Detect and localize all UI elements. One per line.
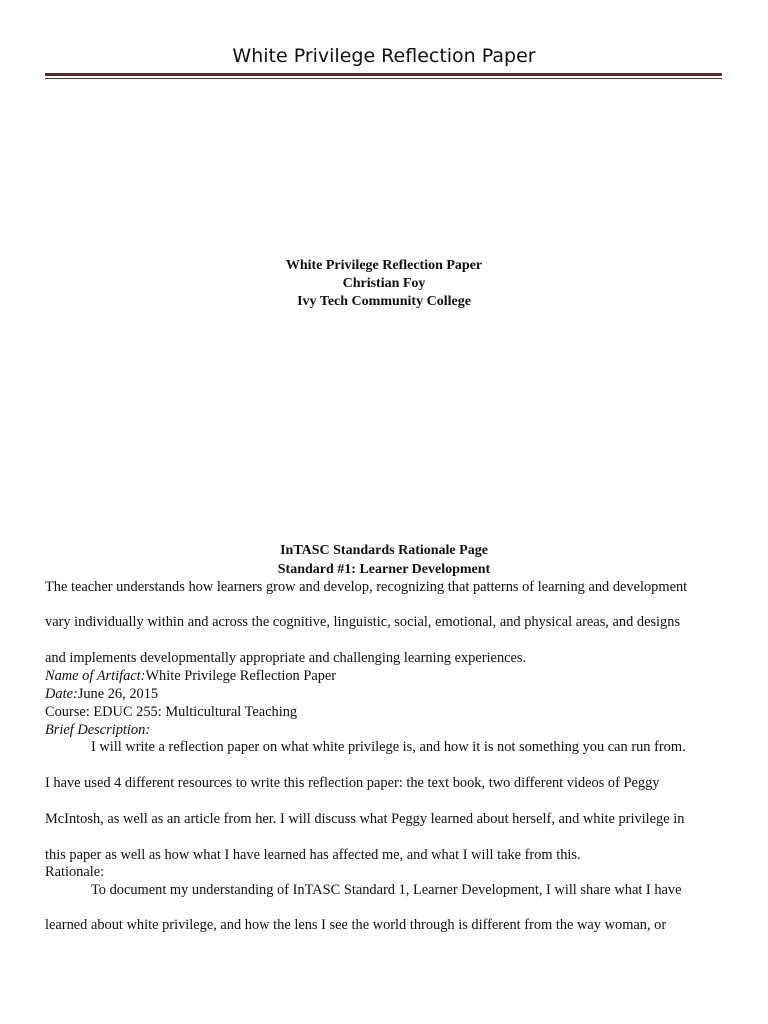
institution-name: Ivy Tech Community College (297, 294, 471, 309)
brief-text-line: I have used 4 different resources to write this reflection paper: the text book, two different videos of Peggy (45, 775, 660, 791)
standard-text-line: vary individually within and across the cognitive, linguistic, social, emotional, and physical areas, and designs (45, 614, 681, 630)
course-line: Course: EDUC 255: Multicultural Teaching (45, 704, 298, 720)
paper-title: White Privilege Reflection Paper (285, 258, 483, 273)
rationale-text-line: learned about white privilege, and how the lens I see the world through is different from the way woman, or (45, 917, 667, 933)
author-name: Christian Foy (342, 276, 426, 291)
date-label: Date: (45, 686, 78, 702)
header-rule (45, 73, 722, 76)
brief-text-line: McIntosh, as well as an article from her. I will discuss what Peggy learned about herself, and white privilege in (45, 811, 685, 827)
rationale-text-line: To document my understanding of InTASC Standard 1, Learner Development, I will share what I have (91, 882, 682, 898)
date-value: June 26, 2015 (77, 686, 159, 702)
page-header-title: White Privilege Reflection Paper (232, 45, 536, 67)
rationale-label: Rationale: (45, 864, 105, 880)
header-rule-thin (45, 78, 722, 79)
artifact-line (45, 668, 735, 685)
date-line (45, 686, 735, 703)
rationale-heading: InTASC Standards Rationale Page (280, 543, 488, 558)
standard-text-line: The teacher understands how learners grow and develop, recognizing that patterns of learning and development (45, 579, 688, 595)
standard-heading: Standard #1: Learner Development (277, 562, 491, 577)
brief-text-line: I will write a reflection paper on what white privilege is, and how it is not something you can run from. (91, 739, 686, 755)
artifact-value: White Privilege Reflection Paper (145, 668, 337, 684)
brief-description-label: Brief Description: (45, 722, 151, 738)
standard-text-line: and implements developmentally appropriate and challenging learning experiences. (45, 650, 527, 666)
artifact-label: Name of Artifact: (45, 668, 146, 684)
brief-text-line: this paper as well as how what I have learned has affected me, and what I will take from this. (45, 847, 581, 863)
